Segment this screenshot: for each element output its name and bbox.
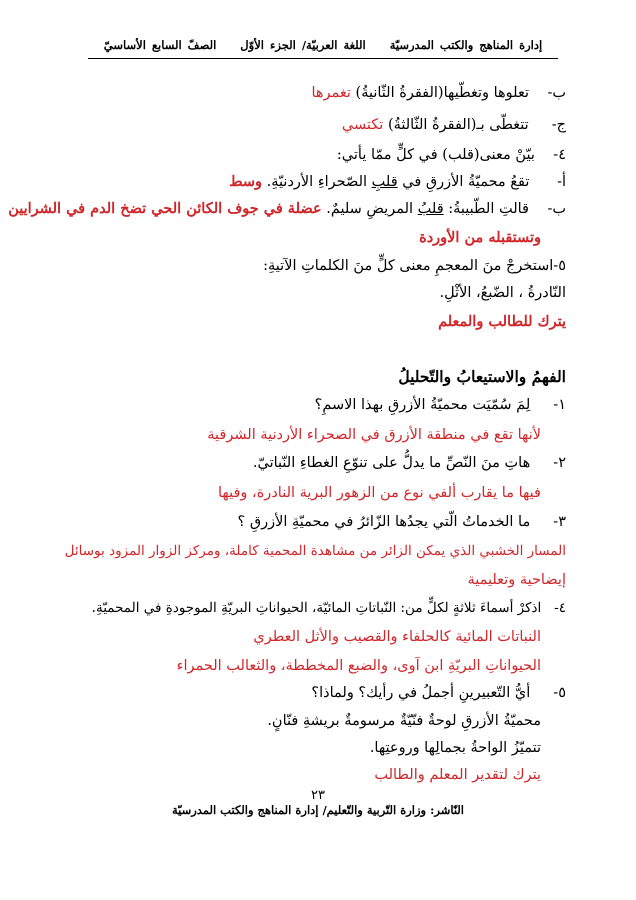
- question-number: ١-: [553, 397, 566, 413]
- underlined-word: قلبِ: [371, 174, 398, 190]
- header-subject: اللغة العربيّة/ الجزء الأوّل: [240, 38, 366, 52]
- exercise-line-b: [311, 83, 566, 103]
- question-4: [92, 598, 566, 618]
- exercise-q5-words: النّادرةُ ، الضّبعُ، الأثْلِ.: [439, 285, 566, 301]
- answer-5: يترك لتقدير المعلم والطالب: [374, 767, 541, 783]
- question-3: [238, 512, 566, 532]
- question-text: أيُّ التّعبيرينِ أجملُ في رأيك؟ ولماذا؟: [311, 685, 531, 701]
- item-marker: ج-: [551, 117, 566, 133]
- answer-3-continuation: إيضاحية وتعليمية: [467, 572, 566, 588]
- answer-text: يترك للطالب والمعلم: [438, 313, 566, 330]
- answer-text: تكتسي: [341, 117, 384, 133]
- exercise-line-a: [229, 172, 566, 192]
- question-5-option-2: تتميّزُ الواحةُ بجمالِها وروعتِها.: [369, 740, 541, 756]
- item-marker: ٤-: [553, 147, 566, 163]
- question-number: ٤-: [554, 600, 566, 616]
- answer-1: لأنها تقع في منطقة الأزرق في الصحراء الأردنية الشرقية: [207, 427, 541, 443]
- answer-3: المسار الخشبي الذي يمكن الزائر من مشاهدة المحمية كاملة، ومركز الزوار المزود بوسائل: [64, 543, 566, 559]
- underlined-word: قلبُ: [417, 201, 444, 217]
- page-footer: النّاشر: وزارة التّربية والتّعليم/ إدارة المناهج والكتب المدرسيّة: [171, 803, 465, 817]
- page-header: [88, 38, 558, 52]
- question-1: [315, 395, 566, 415]
- exercise-q5: ٥-استخرجْ منَ المعجمِ معنى كلٍّ منَ الكلماتِ الآتيةِ:: [263, 258, 566, 274]
- answer-text: وسط: [229, 173, 263, 190]
- question-number: ٥-: [553, 685, 566, 701]
- question-text: هاتِ منَ النّصِّ ما يدلُّ على تنوّعِ الغطاءِ النّباتيّ.: [252, 455, 531, 471]
- question-5: [311, 683, 566, 703]
- answer-2: فيها ما يقارب ألفي نوع من الزهور البرية النادرة، وفيها: [218, 485, 541, 501]
- header-department: إدارة المناهج والكتب المدرسيّة: [389, 38, 543, 52]
- question-5-option-1: محميّةُ الأزرقِ لوحةٌ فنّيّةٌ مرسومةٌ بريشةِ فنّانٍ.: [267, 713, 541, 729]
- exercise-q4: [337, 145, 566, 165]
- item-text: تعلوها وتغطّيها(الفقرةُ الثّانيةُ): [355, 85, 529, 101]
- item-marker: ب-: [547, 85, 566, 101]
- answer-text: تغمرها: [311, 85, 351, 101]
- exercise-line-b2: [8, 199, 566, 219]
- item-text: تتغطّى بـ(الفقرةُ الثّالثةُ): [387, 117, 529, 133]
- page-number: ٢٣: [311, 788, 325, 803]
- question-text: ما الخدماتُ الّتي يجدُها الزّائرُ في محميّةِ الأزرقِ ؟: [237, 514, 531, 530]
- item-text-pre: تقعُ محميّةُ الأزرقِ في: [402, 174, 530, 190]
- answer-4-plants: النباتات المائية كالحلفاء والقصيب والأثل العطري: [253, 629, 541, 645]
- item-text: بيّنْ معنى(قلب) في كلٍّ ممّا يأتي:: [336, 147, 535, 163]
- item-marker: ب-: [547, 201, 566, 217]
- header-divider: [88, 58, 558, 59]
- item-text-post: الصّحراءِ الأردنيّةِ.: [266, 174, 368, 190]
- answer-continuation: وتستقبله من الأوردة: [419, 229, 541, 246]
- item-text-pre: قالتِ الطّبيبةُ:: [448, 201, 529, 217]
- item-marker: أ-: [557, 174, 566, 190]
- section-title: الفهمُ والاستيعابُ والتّحليلُ: [398, 367, 566, 386]
- question-text: اذكرْ أسماءَ ثلاثةٍ لكلٍّ من: النّباتاتِ المائيّة، الحيواناتِ البريّةِ الموجودةِ في المحميّةِ.: [91, 600, 542, 616]
- question-number: ٣-: [553, 514, 566, 530]
- exercise-line-j: [342, 115, 566, 135]
- question-text: لِمَ سُمّيَت محميّةُ الأزرقِ بهذا الاسمِ؟: [314, 397, 531, 413]
- header-grade: الصفّ السابع الأساسيّ: [103, 38, 217, 52]
- question-number: ٢-: [553, 455, 566, 471]
- question-2: [253, 453, 566, 473]
- answer-4-animals: الحيواناتِ البريّةِ ابن آوى، والضبع المخططة، والثعالب الحمراء: [176, 658, 541, 674]
- item-text-post: المريضِ سليمٌ.: [326, 201, 414, 217]
- answer-text: عضلة في جوف الكائن الحي تضخ الدم في الشرايين: [8, 200, 322, 217]
